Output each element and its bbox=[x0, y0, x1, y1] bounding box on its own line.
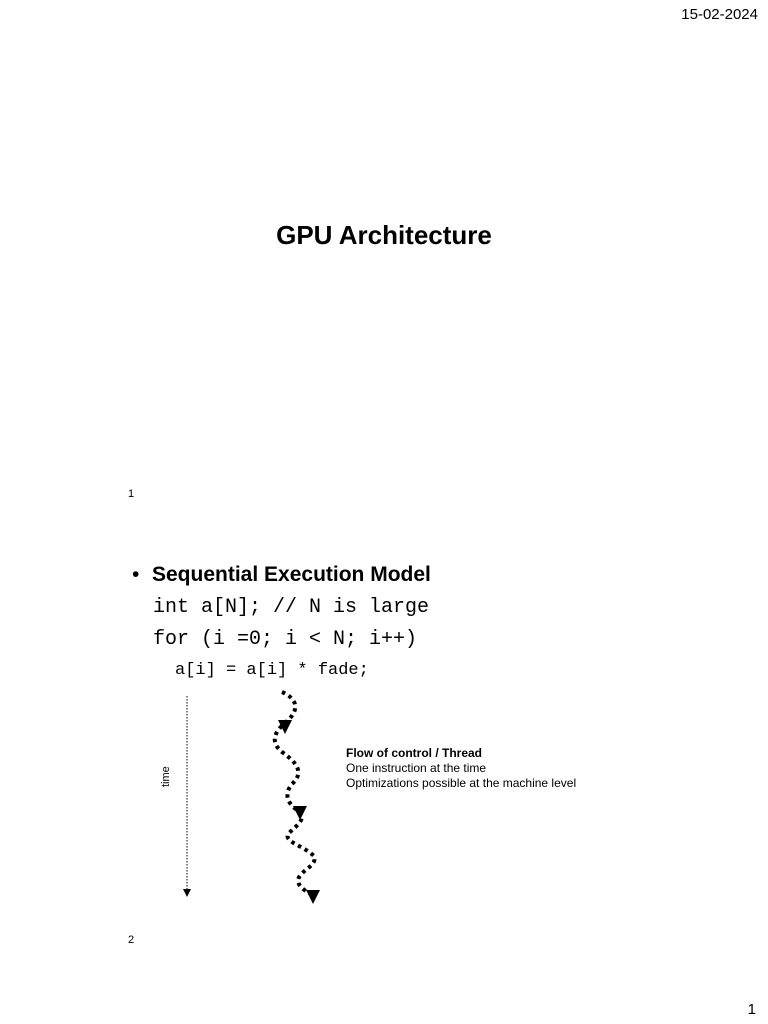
code-line-2: for (i =0; i < N; i++) bbox=[153, 628, 418, 651]
thread-arrowhead-2 bbox=[293, 806, 307, 820]
slide-number-1: 1 bbox=[128, 488, 135, 500]
code-line-3: a[i] = a[i] * fade; bbox=[175, 661, 369, 680]
slide-title: GPU Architecture bbox=[276, 220, 492, 250]
time-axis-label: time bbox=[160, 766, 172, 787]
time-axis-arrowhead bbox=[183, 889, 191, 897]
bullet-marker: • bbox=[132, 563, 140, 586]
flow-description bbox=[346, 746, 576, 791]
bullet-text: Sequential Execution Model bbox=[152, 563, 431, 586]
thread-arrowhead-3 bbox=[306, 890, 320, 904]
page-number: 1 bbox=[747, 1001, 756, 1018]
flow-line-1: One instruction at the time bbox=[346, 761, 487, 775]
flow-line-2: Optimizations possible at the machine level bbox=[346, 776, 577, 790]
slide-number-2: 2 bbox=[128, 934, 135, 946]
flow-title: Flow of control / Thread bbox=[346, 746, 482, 760]
page-date: 15-02-2024 bbox=[681, 6, 758, 23]
code-line-1: int a[N]; // N is large bbox=[153, 596, 430, 619]
